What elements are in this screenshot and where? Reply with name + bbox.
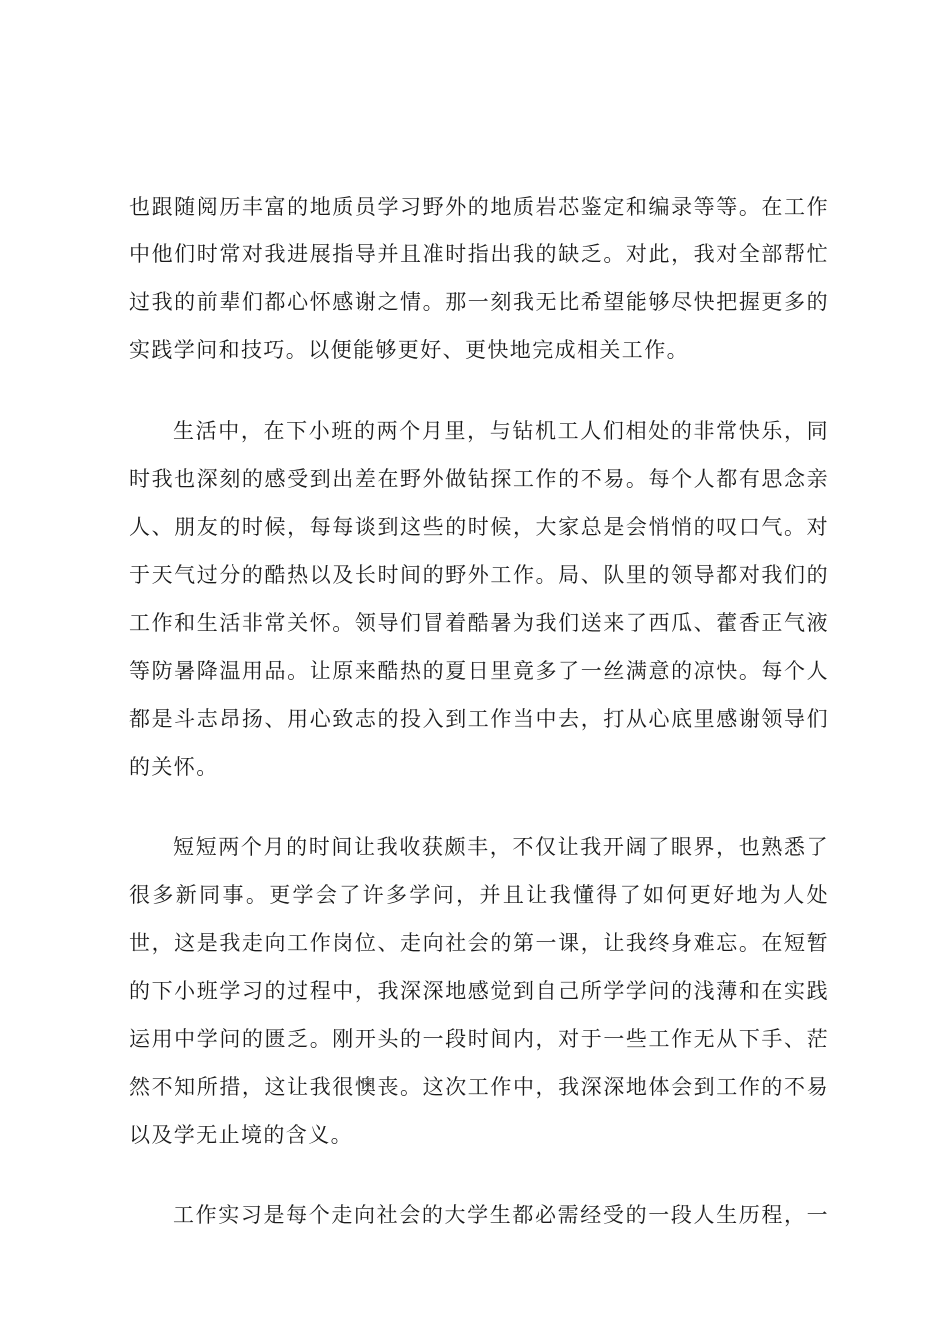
text-line: 中他们时常对我进展指导并且准时指出我的缺乏。对此，我对全部帮忙 — [129, 242, 829, 266]
text-line: 实践学问和技巧。以便能够更好、更快地完成相关工作。 — [129, 338, 689, 362]
text-line: 运用中学问的匮乏。刚开头的一段时间内，对于一些工作无从下手、茫 — [129, 1027, 829, 1051]
text-line: 世，这是我走向工作岗位、走向社会的第一课，让我终身难忘。在短暂 — [129, 931, 829, 955]
text-line: 于天气过分的酷热以及长时间的野外工作。局、队里的领导都对我们的 — [129, 563, 829, 587]
text-line: 人、朋友的时候，每每谈到这些的时候，大家总是会悄悄的叹口气。对 — [129, 515, 829, 539]
text-line: 的下小班学习的过程中，我深深地感觉到自己所学学问的浅薄和在实践 — [129, 979, 829, 1003]
text-line: 也跟随阅历丰富的地质员学习野外的地质岩芯鉴定和编录等等。在工作 — [129, 195, 829, 219]
text-line: 时我也深刻的感受到出差在野外做钻探工作的不易。每个人都有思念亲 — [129, 467, 829, 491]
paragraph-first-line: 工作实习是每个走向社会的大学生都必需经受的一段人生历程，一 — [173, 1203, 829, 1227]
text-line: 然不知所措，这让我很懊丧。这次工作中，我深深地体会到工作的不易 — [129, 1075, 829, 1099]
text-line: 的关怀。 — [129, 755, 219, 779]
paragraph-first-line: 生活中，在下小班的两个月里，与钻机工人们相处的非常快乐，同 — [173, 419, 829, 443]
text-line: 都是斗志昂扬、用心致志的投入到工作当中去，打从心底里感谢领导们 — [129, 707, 829, 731]
text-line: 工作和生活非常关怀。领导们冒着酷暑为我们送来了西瓜、藿香正气液 — [129, 611, 829, 635]
text-line: 很多新同事。更学会了许多学问，并且让我懂得了如何更好地为人处 — [129, 883, 829, 907]
paragraph-first-line: 短短两个月的时间让我收获颇丰，不仅让我开阔了眼界，也熟悉了 — [173, 835, 829, 859]
text-line: 以及学无止境的含义。 — [129, 1123, 353, 1147]
text-line: 等防暑降温用品。让原来酷热的夏日里竟多了一丝满意的凉快。每个人 — [129, 659, 829, 683]
text-line: 过我的前辈们都心怀感谢之情。那一刻我无比希望能够尽快把握更多的 — [129, 290, 829, 314]
